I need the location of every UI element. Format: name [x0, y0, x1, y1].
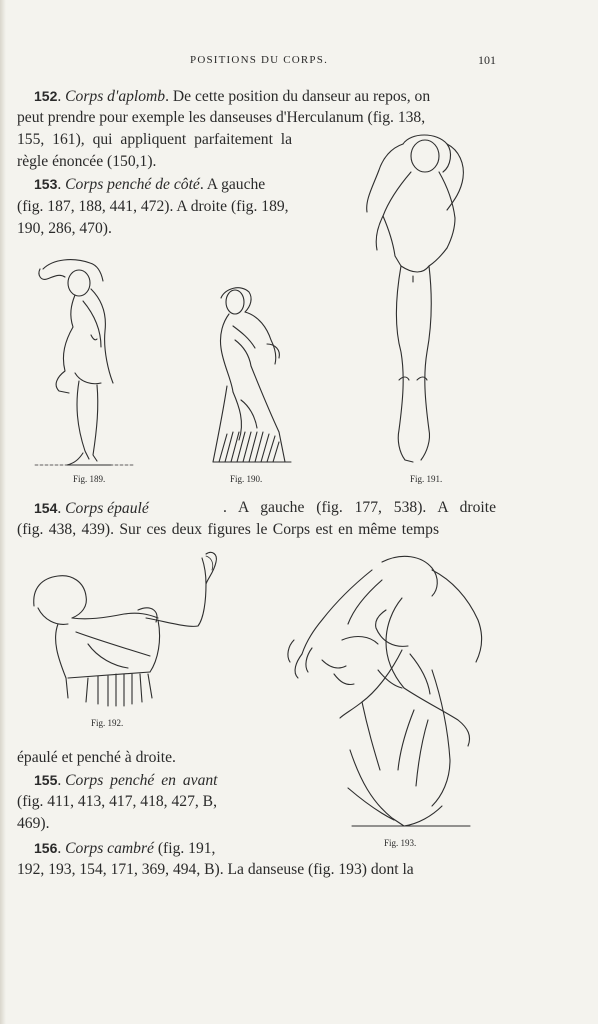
figure-189-illustration [35, 255, 135, 470]
para-155-line-3: 469). [17, 815, 50, 832]
para-152-line-1: 152. Corps d'aplomb. De cette position du danseur au repos, on [34, 88, 431, 105]
para-152-line-4: règle énoncée (150,1). [17, 153, 157, 170]
para-152-number: 152 [34, 88, 58, 104]
para-154-number: 154 [34, 500, 58, 516]
para-156-line-2: 192, 193, 154, 171, 369, 494, B). La danseuse (fig. 193) dont la [17, 861, 414, 878]
figure-191-caption: Fig. 191. [410, 474, 443, 484]
para-156-number: 156 [34, 840, 58, 856]
para-153-term: Corps penché de côté [65, 176, 200, 193]
running-title: POSITIONS DU CORPS. [190, 54, 329, 66]
figure-192-illustration [28, 548, 228, 708]
para-155-line-2: (fig. 411, 413, 417, 418, 427, B, [17, 793, 217, 810]
para-154-line-3: épaulé et penché à droite. [17, 749, 176, 766]
para-154-term: Corps épaulé [65, 500, 149, 517]
figure-189-caption: Fig. 189. [73, 474, 106, 484]
para-152-text-1: . De cette position du danseur au repos, on [165, 88, 431, 105]
figure-191-illustration [355, 130, 475, 465]
figure-193-caption: Fig. 193. [384, 838, 417, 848]
page-edge-shadow [0, 0, 6, 1024]
para-153-text-1: . A gauche [199, 176, 266, 193]
para-154-line-1: 154. Corps épaulé . A gauche (fig. 177, 538). A droite [34, 499, 496, 517]
para-155-number: 155 [34, 772, 58, 788]
para-153-line-1: 153. Corps penché de côté. A gauche [34, 176, 266, 193]
para-154-text-1: . A gauche (fig. 177, 538). A droite [223, 499, 496, 516]
para-154-line-2: (fig. 438, 439). Sur ces deux figures le Corps est en même temps [17, 521, 440, 538]
figure-190-caption: Fig. 190. [230, 474, 263, 484]
figure-190-illustration [205, 282, 297, 467]
para-155-line-1: 155. Corps penché en avant [34, 772, 218, 789]
para-155-term: Corps penché en avant [65, 772, 218, 789]
para-153-line-2: (fig. 187, 188, 441, 472). A droite (fig. 189, [17, 198, 289, 215]
para-156-text-1: (fig. 191, [153, 840, 216, 857]
para-156-term: Corps cambré [65, 840, 154, 857]
para-153-line-3: 190, 286, 470). [17, 220, 112, 237]
para-156-line-1: 156. Corps cambré (fig. 191, [34, 840, 216, 857]
para-152-line-3: 155, 161), qui appliquent parfaitement la [17, 131, 293, 148]
para-152-line-2: peut prendre pour exemple les danseuses d'Herculanum (fig. 138, [17, 109, 426, 126]
figure-193-illustration [282, 550, 492, 835]
para-153-number: 153 [34, 176, 58, 192]
para-152-term: Corps d'aplomb [65, 88, 166, 105]
running-header [0, 54, 598, 70]
figure-192-caption: Fig. 192. [91, 718, 124, 728]
page-number: 101 [478, 53, 496, 67]
